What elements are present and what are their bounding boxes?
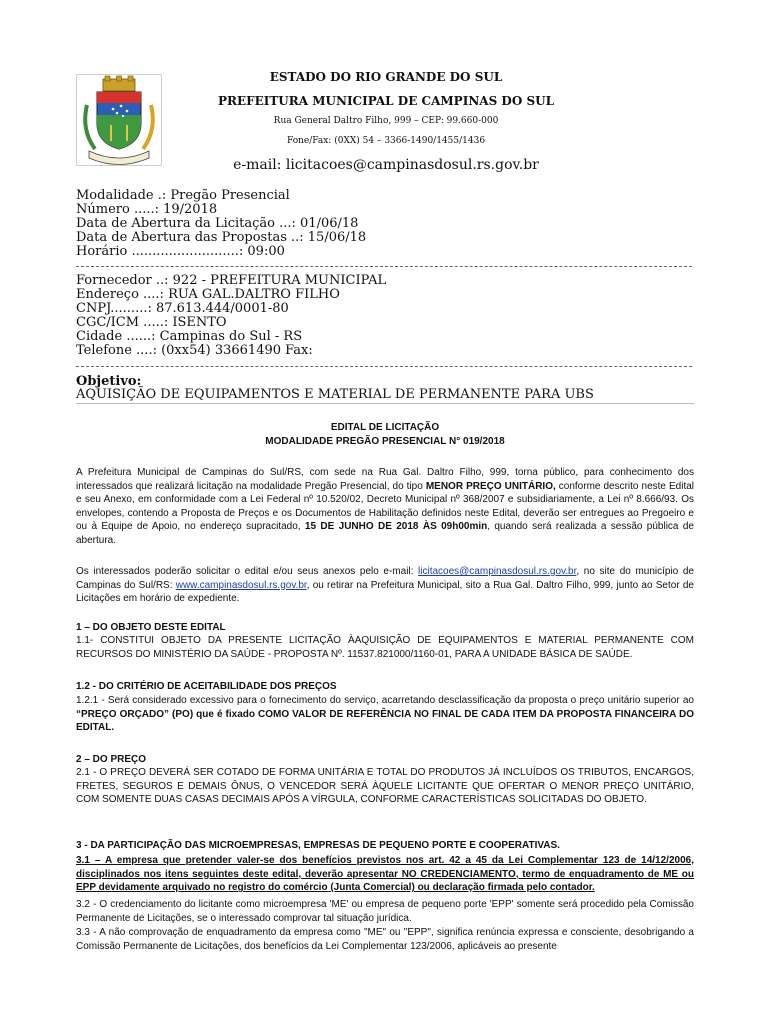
section-1-2-text-a: 1.2.1 - Será considerado excessivo para o fornecimento do serviço, acarretando desclassificação da proposta o preço unitário superior ao: [76, 695, 694, 706]
contact-text-b: , no site do município de Campinas do Sul/RS:: [76, 566, 694, 591]
section-1-title: 1 – DO OBJETO DESTE EDITAL: [76, 622, 226, 633]
header-email: e-mail: licitacoes@campinasdosul.rs.gov.br: [233, 157, 539, 173]
dashed-separator: [76, 366, 692, 367]
section-3-title: 3 - DA PARTICIPAÇÃO DAS MICROEMPRESAS, EMPRESAS DE PEQUENO PORTE E COOPERATIVAS.: [76, 840, 560, 851]
header-phone: Fone/Fax: (0XX) 54 – 3366-1490/1455/1436: [286, 136, 486, 146]
objetivo-label: Objetivo:: [76, 374, 142, 389]
contact-text-c: , ou retirar na Prefeitura Municipal, sito a Rua Gal. Daltro Filho, 999, junto ao Setor de Licitações em horário de expediente.: [76, 579, 694, 605]
fornecedor-line: Fornecedor ..: 922 - PREFEITURA MUNICIPAL: [76, 273, 387, 288]
contact-paragraph: [76, 565, 694, 606]
contact-text-a: Os interessados poderão solicitar o edital e/ou seus anexos pelo e-mail:: [76, 566, 419, 577]
dashed-separator: [76, 266, 692, 267]
intro-text-c: conforme descrito neste Edital e seu Anexo, em conformidade com a Lei Federal nº 10.520/02, Decreto Municipal nº 368/2007 e subsidiariamente, a Lei nº 8.666/93. Os envelopes, contendo a Proposta de Preços e os Documentos de Habilitação definidos neste Edital, deverão ser entregues ao Pregoeiro e ou à Equipe de Apoio, no endereço supracitado,: [76, 480, 695, 533]
numero-line: Número .....: 19/2018: [76, 202, 218, 217]
cgc-line: CGC/ICM .....: ISENTO: [76, 315, 227, 330]
abertura-propostas-line: Data de Abertura das Propostas ..: 15/06/18: [76, 230, 367, 245]
cnpj-line: CNPJ.........: 87.613.444/0001-80: [76, 301, 289, 316]
header-address: Rua General Daltro Filho, 999 – CEP: 99.660-000: [273, 116, 499, 126]
section-1-2-text: [76, 694, 694, 735]
telefone-line: Telefone ....: (0xx54) 33661490 Fax:: [76, 343, 313, 358]
edital-modalidade-title: MODALIDADE PREGÃO PRESENCIAL N° 019/2018: [265, 436, 505, 447]
horizontal-rule: [76, 403, 694, 404]
section-2-text: 2.1 - O PREÇO DEVERÁ SER COTADO DE FORMA UNITÁRIA E TOTAL DO PRODUTOS JÁ INCLUÍDOS OS TRIBUTOS, ENCARGOS, FRETES, SEGUROS E DEMAIS ÔNUS, O VENCEDOR SERÁ ÀQUELE LICITANTE QUE OFERTAR O MENOR PREÇO UNITÁRIO, COM SOMENTE DUAS CASAS DECIMAIS APÓS A VÍRGULA, CONFORME CARACTERÍSTICAS SOLICITADAS DO OBJETO.: [76, 767, 694, 806]
header-state: ESTADO DO RIO GRANDE DO SUL: [269, 70, 503, 84]
website-link[interactable]: www.campinasdosul.rs.gov.br: [175, 579, 307, 591]
intro-text-a: A Prefeitura Municipal de Campinas do Sul/RS, com sede na Rua Gal. Daltro Filho, 999, torna público, para conhecimento dos interessados que realizará licitação na modalidade Pregão Presencial, do tipo: [76, 467, 694, 492]
email-link[interactable]: licitacoes@campinasdosul.rs.gov.br: [418, 566, 577, 577]
intro-paragraph: [76, 466, 694, 548]
endereco-line: Endereço ....: RUA GAL.DALTRO FILHO: [76, 287, 340, 302]
section-3-2-text: 3.2 - O credenciamento do licitante como microempresa 'ME' ou empresa de pequeno porte 'EPP' somente será procedido pela Comissão Permanente de Licitações, se o interessado comprovar tal situação jurídica.: [76, 899, 694, 924]
abertura-licitacao-line: Data de Abertura da Licitação ...: 01/06/18: [76, 216, 359, 231]
objetivo-text: AQUISIÇÃO DE EQUIPAMENTOS E MATERIAL DE PERMANENTE PARA UBS: [76, 387, 594, 402]
edital-title: EDITAL DE LICITAÇÃO: [330, 422, 440, 433]
section-3-3-text: 3.3 - A não comprovação de enquadramento da empresa como "ME" ou "EPP", significa renúncia expressa e consciente, desobrigando a Comissão Permanente de Licitações, dos benefícios da Lei Complementar 123/2006, aplicáveis ao presente: [76, 927, 694, 952]
section-1-2-text-bold: “PREÇO ORÇADO” (PO) que é fixado COMO VALOR DE REFERÊNCIA NO FINAL DE CADA ITEM DA PROPOSTA FINANCEIRA DO EDITAL.: [76, 708, 694, 734]
intro-tipo-bold: MENOR PREÇO UNITÁRIO,: [425, 480, 556, 492]
section-3-1-text: 3.1 – A empresa que pretender valer-se dos benefícios previstos nos art. 42 a 45 da Lei Complementar 123 de 14/12/2006, disciplinados nos itens seguintes deste edital, deverão apresentar NO CREDENCIAMENTO, termo de enquadramento de ME ou EPP devidamente arquivado no registro do comércio (Junta Comercial) ou declaração firmada pelo contador.: [76, 855, 694, 894]
intro-date-bold: 15 DE JUNHO DE 2018 ÀS 09h00min: [304, 521, 488, 533]
section-1-text: 1.1- CONSTITUI OBJETO DA PRESENTE LICITAÇÃO ÀAQUISIÇÃO DE EQUIPAMENTOS E MATERIAL PERMANENTE COM RECURSOS DO MINISTÉRIO DA SAÚDE - PROPOSTA Nº. 11537.821000/1160-01, PARA A UNIDADE BÁSICA DE SAÚDE.: [76, 635, 694, 660]
intro-text-e: , quando será realizada a sessão pública de abertura.: [76, 521, 694, 546]
horario-line: Horário ..........................: 09:00: [76, 244, 285, 259]
municipal-crest-logo: [76, 74, 162, 166]
cidade-line: Cidade ......: Campinas do Sul - RS: [76, 329, 303, 344]
modalidade-line: Modalidade .: Pregão Presencial: [76, 188, 290, 203]
section-2-title: 2 – DO PREÇO: [76, 754, 147, 765]
header-prefeitura: PREFEITURA MUNICIPAL DE CAMPINAS DO SUL: [217, 94, 555, 108]
section-1-2-title: 1.2 - DO CRITÉRIO DE ACEITABILIDADE DOS PREÇOS: [76, 681, 337, 692]
